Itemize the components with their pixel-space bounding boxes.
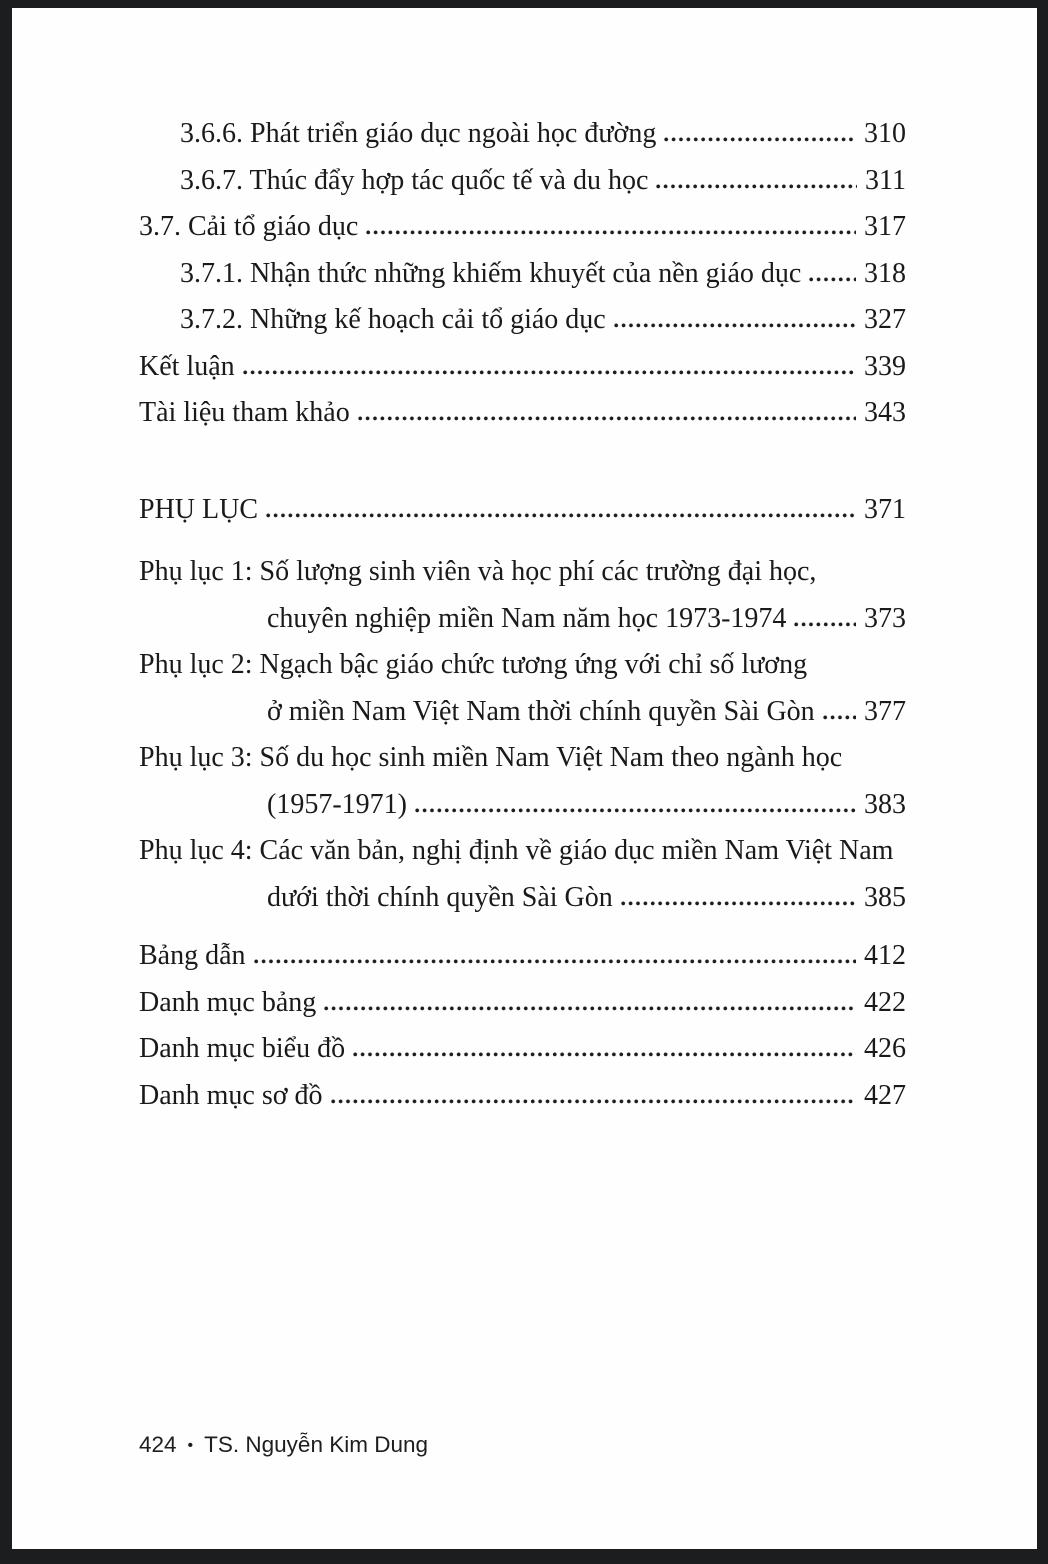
toc-entry <box>139 1026 906 1073</box>
toc-entry <box>139 642 906 689</box>
toc-dot-leader <box>253 959 856 964</box>
toc-dot-leader <box>808 277 856 282</box>
toc-entry-label: Phụ lục 3: Số du học sinh miền Nam Việt Nam theo ngành học <box>139 742 843 773</box>
toc-dot-leader <box>655 184 857 189</box>
toc-entry-label: 3.6.6. Phát triển giáo dục ngoài học đường <box>180 118 657 149</box>
toc-page-number: 426 <box>864 1033 906 1064</box>
footer-page-number: 424 <box>139 1432 177 1457</box>
toc-page-number: 310 <box>864 118 906 149</box>
toc-entry-label: Danh mục sơ đồ <box>139 1079 323 1111</box>
toc-entry <box>139 549 906 596</box>
toc-entry <box>139 390 906 437</box>
toc-dot-leader <box>663 137 856 142</box>
toc-entry-label: dưới thời chính quyền Sài Gòn <box>267 881 613 913</box>
toc-page-number: 412 <box>864 940 906 971</box>
toc-entry-label: ở miền Nam Việt Nam thời chính quyền Sài Gòn <box>267 695 815 727</box>
toc-page-number: 371 <box>864 493 906 525</box>
toc-entry <box>139 1073 906 1120</box>
toc-entry <box>139 111 906 158</box>
toc-page-number: 327 <box>864 304 906 335</box>
toc-page-number: 427 <box>864 1079 906 1111</box>
book-page <box>12 8 1037 1549</box>
toc-entry-label: (1957-1971) <box>267 788 407 820</box>
toc-page-number: 373 <box>864 602 906 634</box>
toc-entry <box>139 251 906 298</box>
toc-entry <box>139 782 906 829</box>
toc-page-number: 317 <box>864 211 906 242</box>
toc-page-number: 422 <box>864 986 906 1018</box>
toc-entry <box>139 735 906 782</box>
toc-page-number: 377 <box>864 695 906 727</box>
toc-dot-leader <box>822 715 856 720</box>
table-of-contents <box>139 111 906 1119</box>
page-footer <box>139 1432 428 1458</box>
toc-entry-label: Tài liệu tham khảo <box>139 397 350 428</box>
toc-entry-label: Phụ lục 2: Ngạch bậc giáo chức tương ứng với chỉ số lương <box>139 649 808 680</box>
toc-dot-leader <box>613 323 856 328</box>
toc-entry <box>139 980 906 1027</box>
toc-dot-leader <box>352 1052 856 1057</box>
toc-dot-leader <box>330 1099 856 1104</box>
toc-entry-label: 3.7. Cải tổ giáo dục <box>139 211 359 242</box>
toc-entry-label: chuyên nghiệp miền Nam năm học 1973-1974 <box>267 602 787 634</box>
toc-entry <box>139 344 906 391</box>
toc-page-number: 318 <box>864 257 906 289</box>
toc-dot-leader <box>620 901 856 906</box>
toc-entry-label: PHỤ LỤC <box>139 493 259 525</box>
toc-dot-leader <box>242 370 856 375</box>
toc-entry <box>139 875 906 922</box>
toc-dot-leader <box>357 416 856 421</box>
toc-page-number: 339 <box>864 350 906 382</box>
toc-page-number: 343 <box>864 397 906 428</box>
footer-separator-bullet: • <box>187 1437 194 1454</box>
toc-entry-label: Phụ lục 4: Các văn bản, nghị định về giáo dục miền Nam Việt Nam <box>139 835 894 866</box>
toc-entry <box>139 297 906 344</box>
toc-page-number: 311 <box>865 164 906 196</box>
toc-entry <box>139 487 906 534</box>
toc-dot-leader <box>365 230 856 235</box>
toc-dot-leader <box>793 622 856 627</box>
toc-entry-label: 3.6.7. Thúc đẩy hợp tác quốc tế và du học <box>180 164 649 196</box>
toc-page-number: 383 <box>864 788 906 820</box>
toc-dot-leader <box>414 808 856 813</box>
toc-entry-label: Bảng dẫn <box>139 940 246 971</box>
toc-entry-label: Phụ lục 1: Số lượng sinh viên và học phí các trường đại học, <box>139 556 817 587</box>
toc-entry <box>139 204 906 251</box>
toc-page-number: 385 <box>864 881 906 913</box>
toc-entry <box>139 596 906 643</box>
toc-entry <box>139 158 906 205</box>
toc-entry-label: 3.7.2. Những kế hoạch cải tổ giáo dục <box>180 304 606 335</box>
toc-entry <box>139 828 906 875</box>
footer-author: TS. Nguyễn Kim Dung <box>204 1432 429 1457</box>
toc-entry-label: 3.7.1. Nhận thức những khiếm khuyết của nền giáo dục <box>180 257 802 289</box>
toc-entry-label: Danh mục biểu đồ <box>139 1033 346 1064</box>
toc-dot-leader <box>323 1006 856 1011</box>
toc-entry <box>139 933 906 980</box>
toc-dot-leader <box>265 513 856 518</box>
toc-entry <box>139 689 906 736</box>
toc-entry-label: Kết luận <box>139 350 235 382</box>
toc-entry-label: Danh mục bảng <box>139 986 317 1018</box>
